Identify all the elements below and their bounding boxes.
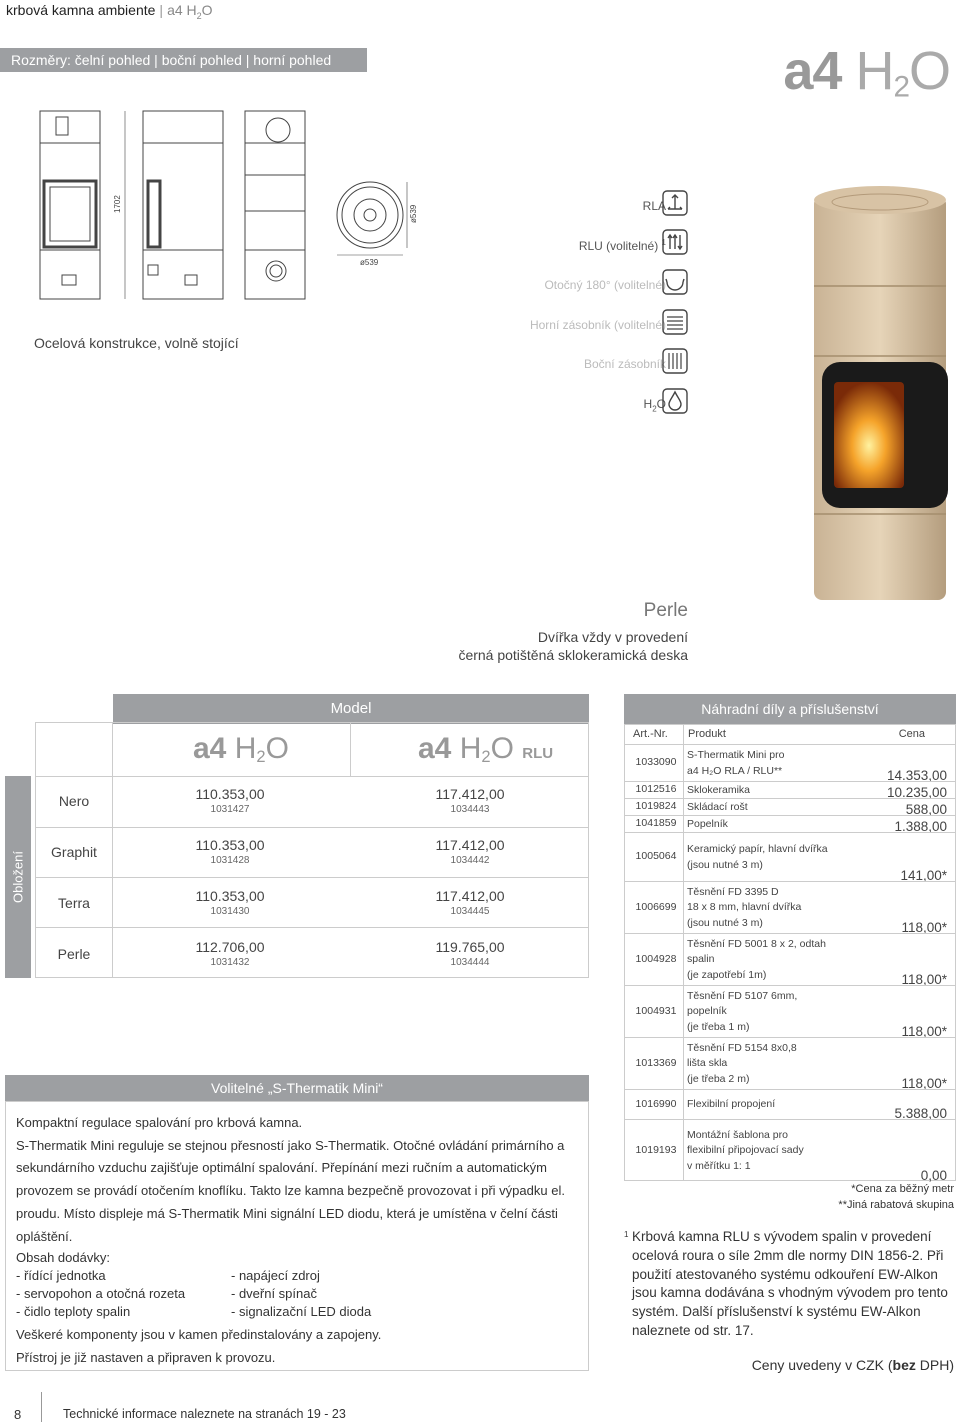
spare-art-number: 1005064 <box>635 850 677 862</box>
article-number: 1031430 <box>210 906 250 917</box>
article-number: 1031428 <box>210 855 250 866</box>
spare-price: 14.353,00 <box>886 768 947 783</box>
construction-label: Ocelová konstrukce, volně stojící <box>34 335 239 351</box>
spare-art-number: 1013369 <box>635 1056 677 1069</box>
delivery-row: - servopohon a otočná rozeta - dveřní spínač <box>16 1286 317 1301</box>
spare-price: 0,00 <box>920 1168 947 1183</box>
delivery-title: Obsah dodávky: <box>16 1250 110 1265</box>
sthermatik-description <box>16 1112 582 1248</box>
col-price: Cena <box>898 728 925 740</box>
color-nero: Nero <box>58 793 90 809</box>
color-perle: Perle <box>57 946 91 962</box>
dim-height: 1702 <box>113 195 122 213</box>
spare-parts-header: Náhradní díly a příslušenství <box>624 694 956 724</box>
dimensions-bar: Rozměry: čelní pohled | boční pohled | horní pohled <box>0 48 367 72</box>
sthermatik-end-1: Veškeré komponenty jsou v kamen předinstalovány a zapojeny. <box>16 1327 382 1342</box>
spare-row <box>625 933 955 985</box>
model-table-divider <box>35 776 589 777</box>
price-cell: 110.353,00 <box>195 888 265 904</box>
spare-art-number: 1019824 <box>635 800 677 812</box>
spare-row <box>625 1037 955 1089</box>
note-line: systém. Další příslušenství k systému EW-Alkon <box>632 1304 921 1320</box>
footnote-discount-group: **Jiná rabatová skupina <box>838 1199 954 1211</box>
price-cell: 117.412,00 <box>435 888 505 904</box>
color-graphit: Graphit <box>51 844 97 860</box>
feature-rotate: Otočný 180° (volitelné) <box>544 278 666 292</box>
spare-art-number: 1004931 <box>635 1004 677 1017</box>
rlu-note <box>624 1228 954 1341</box>
spare-product: Skládací rošt <box>687 801 748 813</box>
spare-parts-table <box>624 724 956 1181</box>
spare-art-number: 1016990 <box>635 1097 677 1110</box>
technical-info-reference: Technické informace naleznete na stranách 19 - 23 <box>63 1407 346 1421</box>
model-table-divider <box>35 827 589 828</box>
note-line: jsou kamna dodávána s vhodným vývodem pro tento <box>632 1285 948 1301</box>
spare-product: Těsnění FD 5001 8 x 2, odtah spalin (je zapotřebí 1m) <box>687 937 826 981</box>
note-marker: 1 <box>624 1230 629 1239</box>
top-storage-icon <box>662 309 688 335</box>
col-art: Art.-Nr. <box>633 728 668 740</box>
price-cell: 110.353,00 <box>195 786 265 802</box>
dim-diameter-height: ø539 <box>409 204 418 223</box>
spare-price: 141,00* <box>900 868 947 883</box>
spare-art-number: 1033090 <box>635 756 677 768</box>
article-number: 1031432 <box>210 957 250 968</box>
spare-product: Montážní šablona pro flexibilní připojovací sady v měřítku 1: 1 <box>687 1128 804 1172</box>
brand-logo: a4 $H_2O$ <box>783 41 950 104</box>
spare-price: 1.388,00 <box>894 819 947 834</box>
prices-note: Ceny uvedeny v CZK (bez DPH) <box>751 1357 954 1373</box>
spare-product: Těsnění FD 5107 6mm, popelník (je třeba 1 m) <box>687 989 798 1033</box>
article-number: 1034444 <box>450 957 490 968</box>
note-line: Krbová kamna RLU s vývodem spalin v provedení <box>632 1229 932 1244</box>
model-col-a4h2o: a4 $H_2O$ <box>193 732 289 767</box>
color-terra: Terra <box>58 895 90 911</box>
spare-product: Keramický papír, hlavní dvířka (jsou nutné 3 m) <box>687 843 828 871</box>
spare-row <box>625 815 955 832</box>
model-table-divider <box>35 877 589 878</box>
note-line: ocelová roura o síle 2mm dle normy DIN 1856-2. Při <box>632 1247 944 1263</box>
spare-price: 118,00* <box>901 1076 947 1091</box>
spare-row <box>625 985 955 1037</box>
spare-art-number: 1041859 <box>635 817 677 829</box>
feature-h2o: $H_2O$ <box>643 397 666 414</box>
delivery-row: - čidlo teploty spalin - signalizační LED dioda <box>16 1304 372 1319</box>
rlu-icon <box>662 229 688 255</box>
header-model: a4 $H_2O$ <box>167 2 213 21</box>
spare-product: Těsnění FD 5154 8x0,8 lišta skla (je třeba 2 m) <box>687 1041 797 1085</box>
spare-row <box>625 1119 955 1181</box>
spare-price: 118,00* <box>901 920 947 935</box>
footnote-per-meter: *Cena za běžný metr <box>851 1183 954 1195</box>
spare-product: Flexibilní propojení <box>687 1098 776 1111</box>
sthermatik-intro: Kompaktní regulace spalování pro krbová kamna. <box>16 1115 303 1130</box>
price-cell: 119.765,00 <box>435 939 505 955</box>
note-line: naleznete od str. 17. <box>632 1322 754 1338</box>
model-table-divider <box>112 722 113 978</box>
spare-price: 118,00* <box>901 1024 947 1039</box>
feature-rla: RLA <box>642 199 666 213</box>
spare-price: 10.235,00 <box>886 785 947 800</box>
spare-row <box>625 781 955 798</box>
variant-name: Perle <box>643 600 688 621</box>
model-header: Model <box>113 694 589 724</box>
header-category: krbová kamna ambiente <box>6 2 156 18</box>
rla-icon <box>662 190 688 216</box>
side-storage-icon <box>662 348 688 374</box>
spare-price: 588,00 <box>905 802 947 817</box>
spare-art-number: 1006699 <box>635 900 677 913</box>
spare-price: 118,00* <box>901 972 947 987</box>
water-drop-icon <box>662 388 688 414</box>
article-number: 1034445 <box>450 906 490 917</box>
spare-art-number: 1019193 <box>635 1143 677 1156</box>
model-col-a4h2o-rlu: a4 $H_2O$ RLU <box>418 732 554 767</box>
sthermatik-end-2: Přístroj je již nastaven a připraven k provozu. <box>16 1350 276 1365</box>
note-line: použití atestovaného systému odkouření EW-Alkon <box>632 1266 938 1282</box>
cladding-label: Obložení <box>5 776 31 978</box>
rotate-icon <box>662 269 688 295</box>
model-table-divider <box>350 722 351 776</box>
feature-rlu: RLU (volitelné) $^1$ <box>578 238 666 253</box>
col-product: Produkt <box>688 728 726 740</box>
feature-top-storage: Horní zásobník (volitelné) <box>529 318 666 332</box>
spare-art-number: 1004928 <box>635 952 677 965</box>
article-number: 1034443 <box>450 804 490 815</box>
model-table-divider <box>35 927 589 928</box>
spare-product: S-Thermatik Mini pro a4 H₂O RLA / RLU** <box>687 749 785 777</box>
technical-drawing <box>30 105 440 305</box>
spare-row <box>625 798 955 815</box>
page-number: 8 <box>14 1407 22 1422</box>
spare-row <box>625 881 955 933</box>
price-cell: 112.706,00 <box>195 939 265 955</box>
spare-product: Popelník <box>687 818 728 830</box>
price-cell: 117.412,00 <box>435 786 505 802</box>
page-header: krbová kamna ambiente | a4 $H_2O$ <box>6 2 213 21</box>
dim-diameter-width: ø539 <box>360 258 379 267</box>
price-cell: 117.412,00 <box>435 837 505 853</box>
stove-image <box>810 186 950 606</box>
sthermatik-body: S-Thermatik Mini reguluje se stejnou přesností jako S-Thermatik. Otočné ovládání primárního a sekundárního vzduchu zajišťuje optimální spalování. Přepínání mezi ručním a automatickým provozem se provádí otočením knoflíku. Takto lze kamna bezpečně provozovat i při výpadku el. proudu. Místo displeje má S-Thermatik Mini signální LED diodu, která je umístěna v čelní části opláštění. <box>16 1137 565 1244</box>
price-cell: 110.353,00 <box>195 837 265 853</box>
spare-footnotes <box>838 1181 954 1213</box>
spare-row <box>625 1089 955 1119</box>
sthermatik-header: Volitelné „S-Thermatik Mini“ <box>5 1075 589 1101</box>
delivery-row: - řídící jednotka - napájecí zdroj <box>16 1268 320 1283</box>
article-number: 1031427 <box>210 804 250 815</box>
spare-row <box>625 832 955 881</box>
spare-row <box>625 744 955 781</box>
variant-line-2: černá potištěná sklokeramická deska <box>458 647 688 663</box>
feature-side-storage: Boční zásobník <box>583 357 666 371</box>
spare-product: Sklokeramika <box>687 784 751 796</box>
spare-art-number: 1012516 <box>635 783 677 795</box>
article-number: 1034442 <box>450 855 490 866</box>
footer-divider <box>41 1392 42 1422</box>
spare-product: Těsnění FD 3395 D 18 x 8 mm, hlavní dvířka (jsou nutné 3 m) <box>687 885 802 929</box>
variant-line-1: Dvířka vždy v provedení <box>537 629 688 645</box>
spare-price: 5.388,00 <box>894 1106 947 1121</box>
